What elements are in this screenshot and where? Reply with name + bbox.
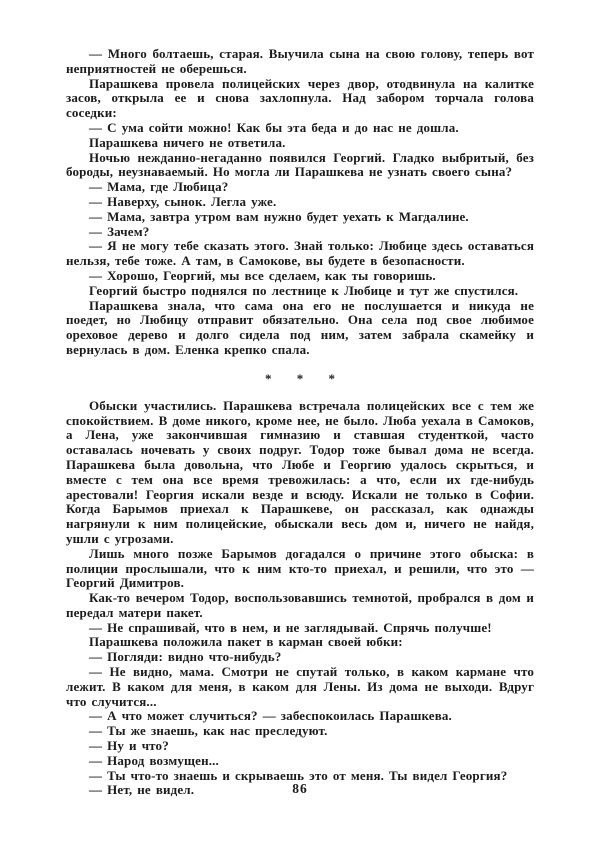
paragraph: — Наверху, сынок. Легла уже.	[89, 193, 277, 209]
asterisk: *	[296, 370, 304, 386]
paragraph: — С ума сойти можно! Как бы эта беда и до нас не дошла.	[89, 119, 459, 135]
paragraph: — Ну и что?	[89, 738, 169, 754]
paragraph: — Я не могу тебе сказать этого. Знай только: Любице здесь оставаться нельзя, тебе тоже. А там, в Самокове, вы будете в безопасности.	[66, 238, 534, 269]
paragraph: — Хорошо, Георгий, мы все сделаем, как ты говоришь.	[89, 267, 436, 283]
text-column	[66, 47, 534, 798]
paragraph: — Мама, где Любица?	[89, 179, 229, 195]
paragraph: — Не спрашивай, что в нем, и не заглядывай. Спрячь получше!	[89, 619, 492, 635]
page-number: 86	[292, 781, 308, 796]
paragraph: Парашкева провела полицейских через двор, отодвинула на калитке засов, открыла ее и снова захлопнула. Над забором торчала голова соседки:	[66, 75, 534, 121]
paragraph: — Ты же знаешь, как нас преследуют.	[89, 723, 328, 739]
paragraph: Ночью нежданно-негаданно появился Георгий. Гладко выбритый, без бороды, неузнаваемый. Но могла ли Парашкева не узнать своего сына?	[66, 149, 534, 180]
section-separator	[66, 372, 534, 386]
paragraph: — Много болтаешь, старая. Выучила сына на свою голову, теперь вот неприятностей не оберешься.	[66, 46, 534, 76]
paragraph: Парашкева ничего не ответила.	[89, 134, 286, 150]
paragraph: — Народ возмущен...	[89, 752, 219, 768]
paragraph: Парашкева положила пакет в карман своей юбки:	[89, 634, 403, 650]
paragraph: Лишь много позже Барымов догадался о причине этого обыска: в полиции прослышали, что к ним кто-то приехал, и решили, что это — Георгий Димитров.	[66, 545, 534, 591]
paragraph: — Погляди: видно что-нибудь?	[89, 649, 282, 665]
paragraph: Обыски участились. Парашкева встречала полицейских все с тем же спокойствием. В доме никого, кроме нее, не было. Люба уехала в Самоков, а Лена, уже закончившая гимназию и ставшая студенткой, часто оставалась ночевать у своих подруг. Тодор тоже бывал дома не всегда. Парашкева была довольна, что Любе и Георгию удалось скрыться, и вместе с тем она все время тревожилась: а что, если их где-нибудь арестовали! Георгия искали везде и всюду. Искали не только в Софии. Когда Барымов приехал к Парашкеве, он рассказал, как однажды нагрянули к ним полицейские, обыскали весь дом и, ничего не найдя, ушли с угрозами.	[66, 397, 534, 546]
paragraph: — Мама, завтра утром вам нужно будет уехать к Магдалине.	[89, 208, 469, 224]
paragraph: Парашкева знала, что сама она его не послушается и никуда не поедет, но Любицу отправит обязательно. Она села под свое любимое ореховое дерево и долго сидела под ним, затем забрала скамейку и вернулась в дом. Еленка крепко спала.	[66, 297, 534, 357]
paragraph: — Ты что-то знаешь и скрываешь это от меня. Ты видел Георгия?	[89, 767, 508, 783]
asterisk: *	[328, 370, 335, 386]
paragraph: — А что может случиться? — забеспокоилась Парашкева.	[89, 708, 452, 724]
asterisk: *	[265, 370, 272, 386]
paragraph: Георгий быстро поднялся по лестнице к Любице и тут же спустился.	[89, 282, 519, 298]
paragraph: — Не видно, мама. Смотри не спутай только, в каком кармане что лежит. В каком для меня, в каком для Лены. Из дома не выходи. Вдруг что случится...	[66, 664, 534, 709]
paragraph: — Нет, не видел.	[89, 782, 195, 798]
paragraph: Как-то вечером Тодор, воспользовавшись темнотой, пробрался в дом и передал матери пакет.	[66, 590, 534, 620]
paragraph: — Зачем?	[89, 223, 150, 239]
